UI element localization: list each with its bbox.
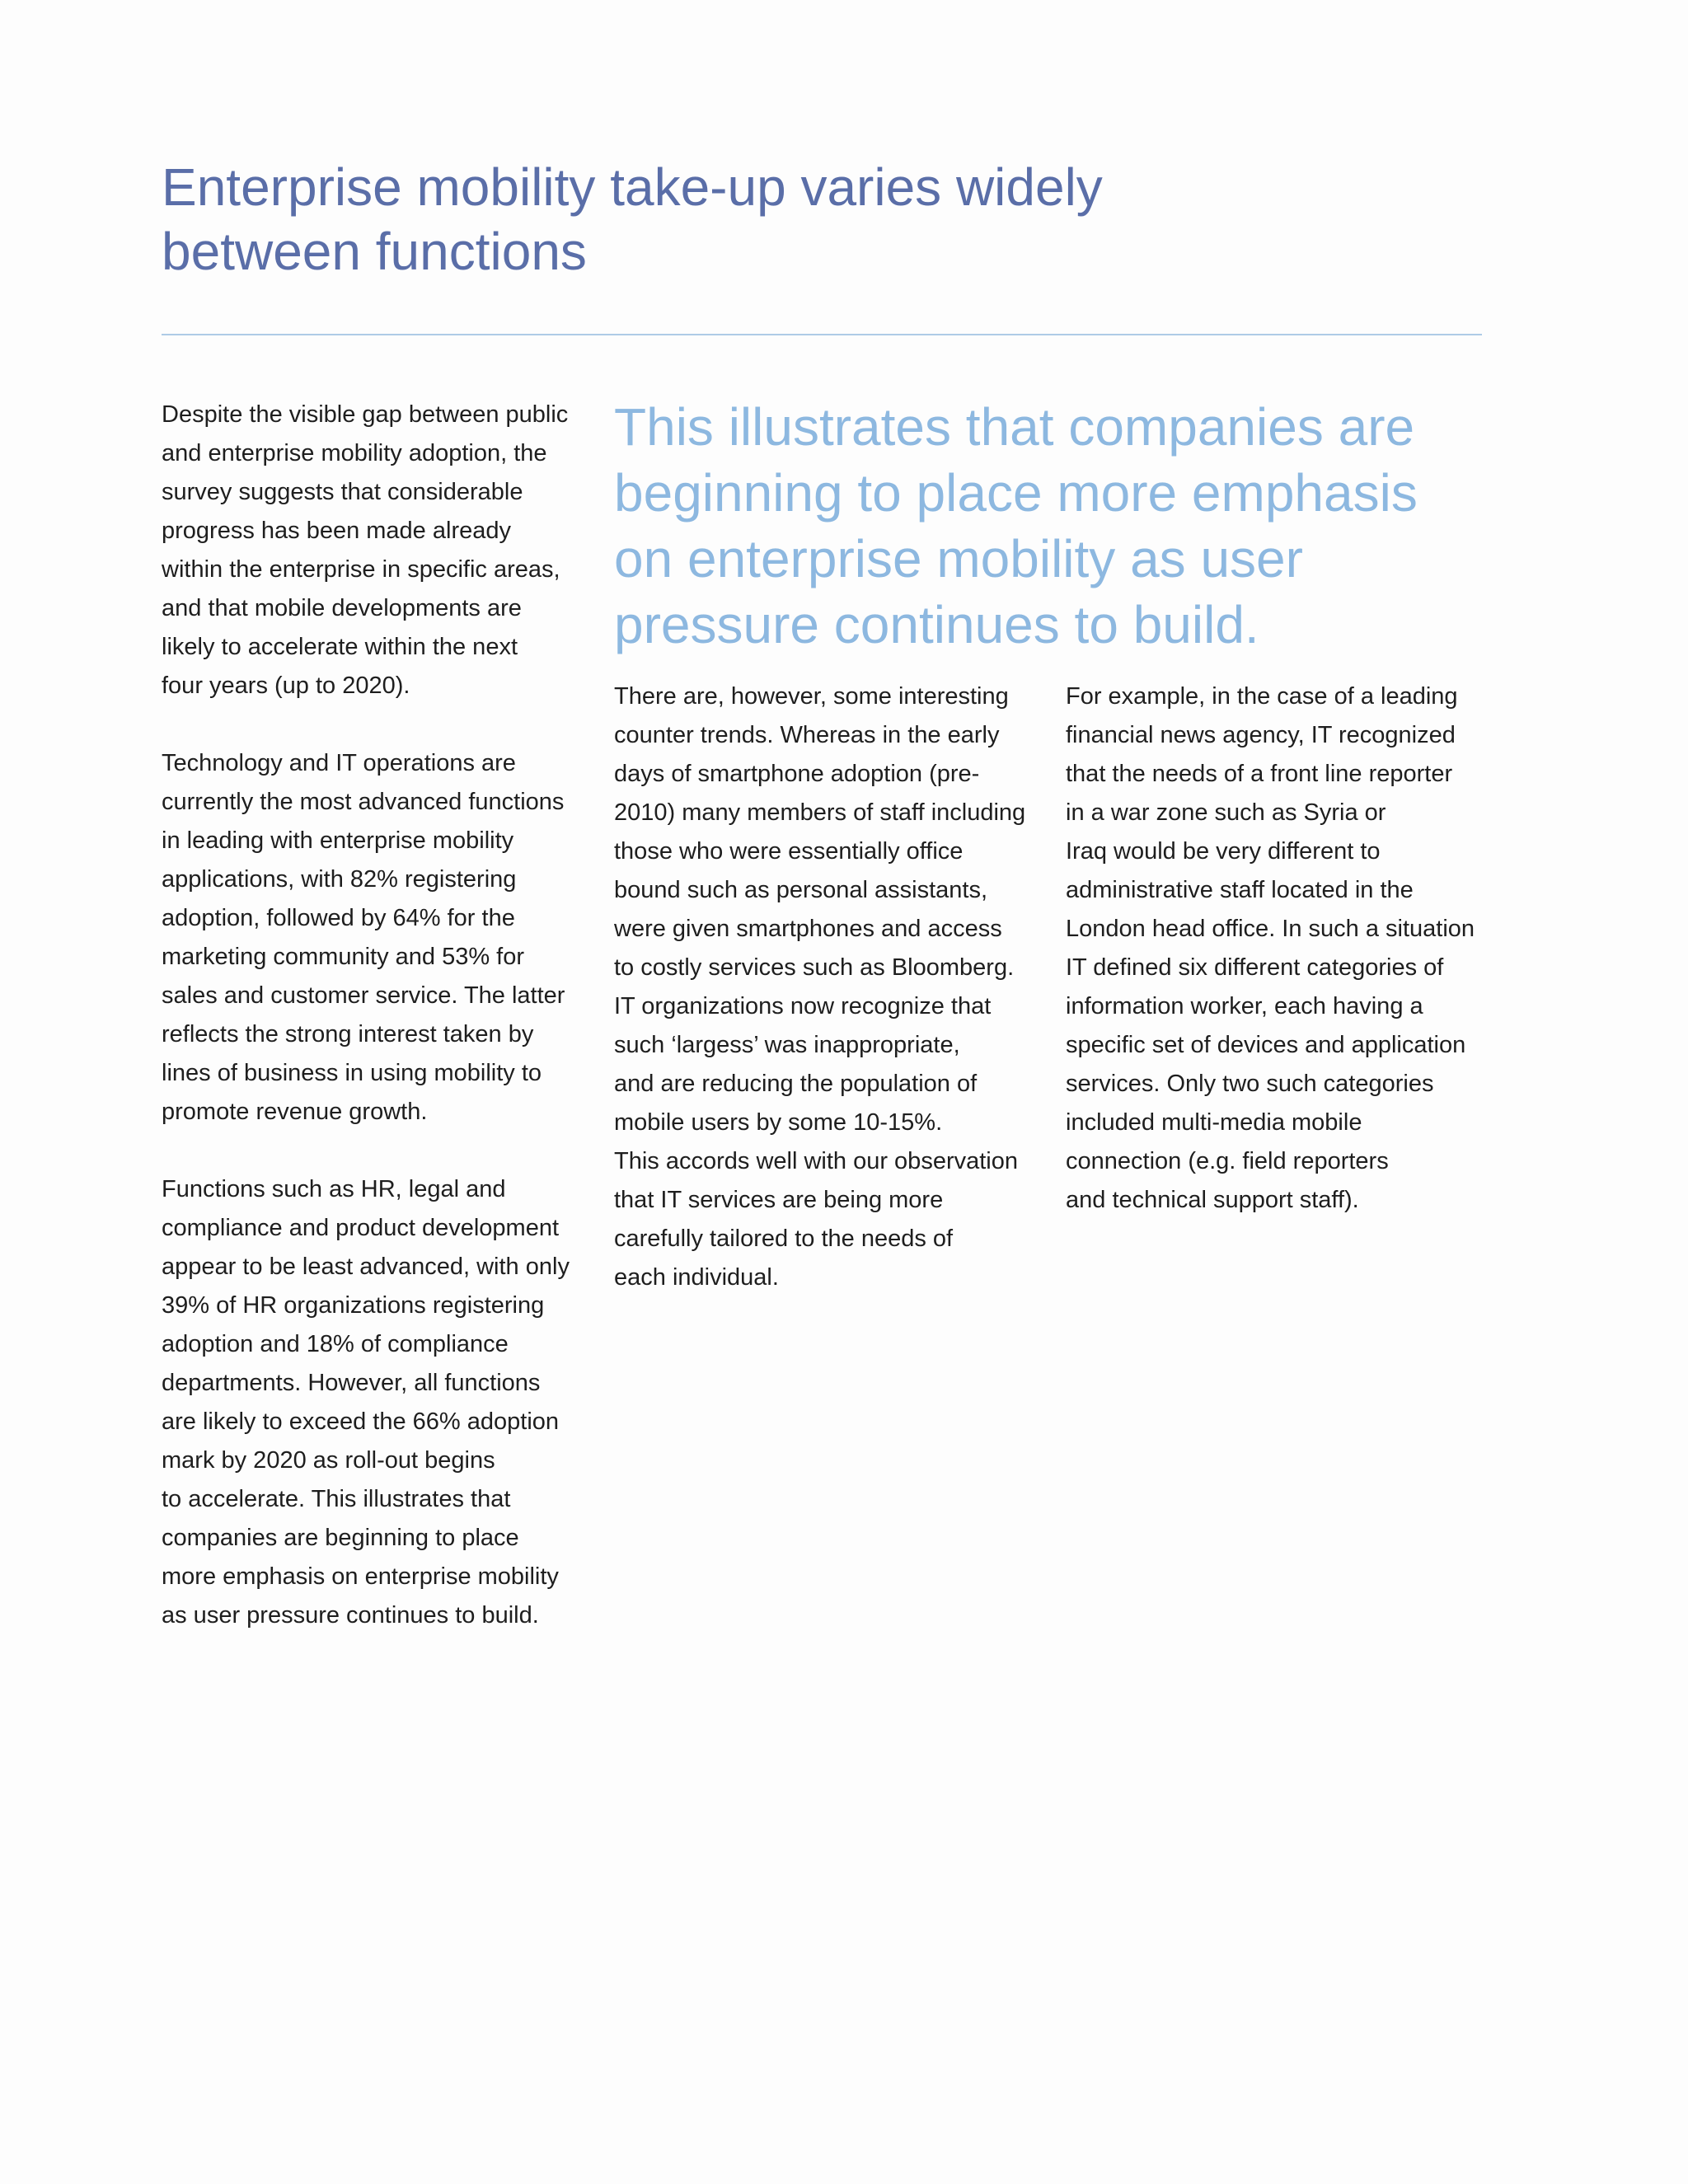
body-paragraph: Functions such as HR, legal and compliance and product development appear to be least advanced, with only 39% of HR organizations registering adoption and 18% of compliance departments. However, all functions are likely to exceed the 66% adoption mark by 2020 as roll-out begins to accelerate. This illustrates that companies are beginning to place more emphasis on enterprise mobility as user pressure continues to build. — [162, 1176, 570, 1629]
body-paragraph: For example, in the case of a leading financial news agency, IT recognized that the needs of a front line reporter in a war zone such as Syria or Iraq would be very different to administrative staff located in the London head office. In such a situation IT defined six different categories of information worker, each having a specific set of devices and application services. Only two such categories included multi-media mobile connection (e.g. field reporters and technical support staff). — [1066, 683, 1475, 1213]
right-column — [1066, 677, 1503, 1220]
pull-quote: This illustrates that companies are beginning to place more emphasis on enterprise mobility as user pressure continues to build. — [614, 397, 1418, 654]
title-divider — [162, 334, 1482, 335]
middle-column — [614, 677, 1047, 1297]
body-paragraph: There are, however, some interesting counter trends. Whereas in the early days of smartphone adoption (pre- 2010) many members of staff including those who were essentially office bound such as personal assistants, were given smartphones and access to costly services such as Bloomberg. IT organizations now recognize that such ‘largess’ was inappropriate, and are reducing the population of mobile users by some 10-15%. This accords well with our observation that IT services are being more carefully tailored to the needs of each individual. — [614, 683, 1026, 1291]
body-paragraph: Despite the visible gap between public and enterprise mobility adoption, the survey suggests that considerable progress has been made already within the enterprise in specific areas, and that mobile developments are likely to accelerate within the next four years (up to 2020). — [162, 401, 569, 699]
page-title: Enterprise mobility take-up varies widely between functions — [162, 157, 1103, 281]
body-paragraph: Technology and IT operations are currently the most advanced functions in leading with enterprise mobility applications, with 82% registering adoption, followed by 64% for the marketing community and 53% for sales and customer service. The latter reflects the strong interest taken by lines of business in using mobility to promote revenue growth. — [162, 750, 565, 1125]
left-column — [162, 396, 590, 1635]
